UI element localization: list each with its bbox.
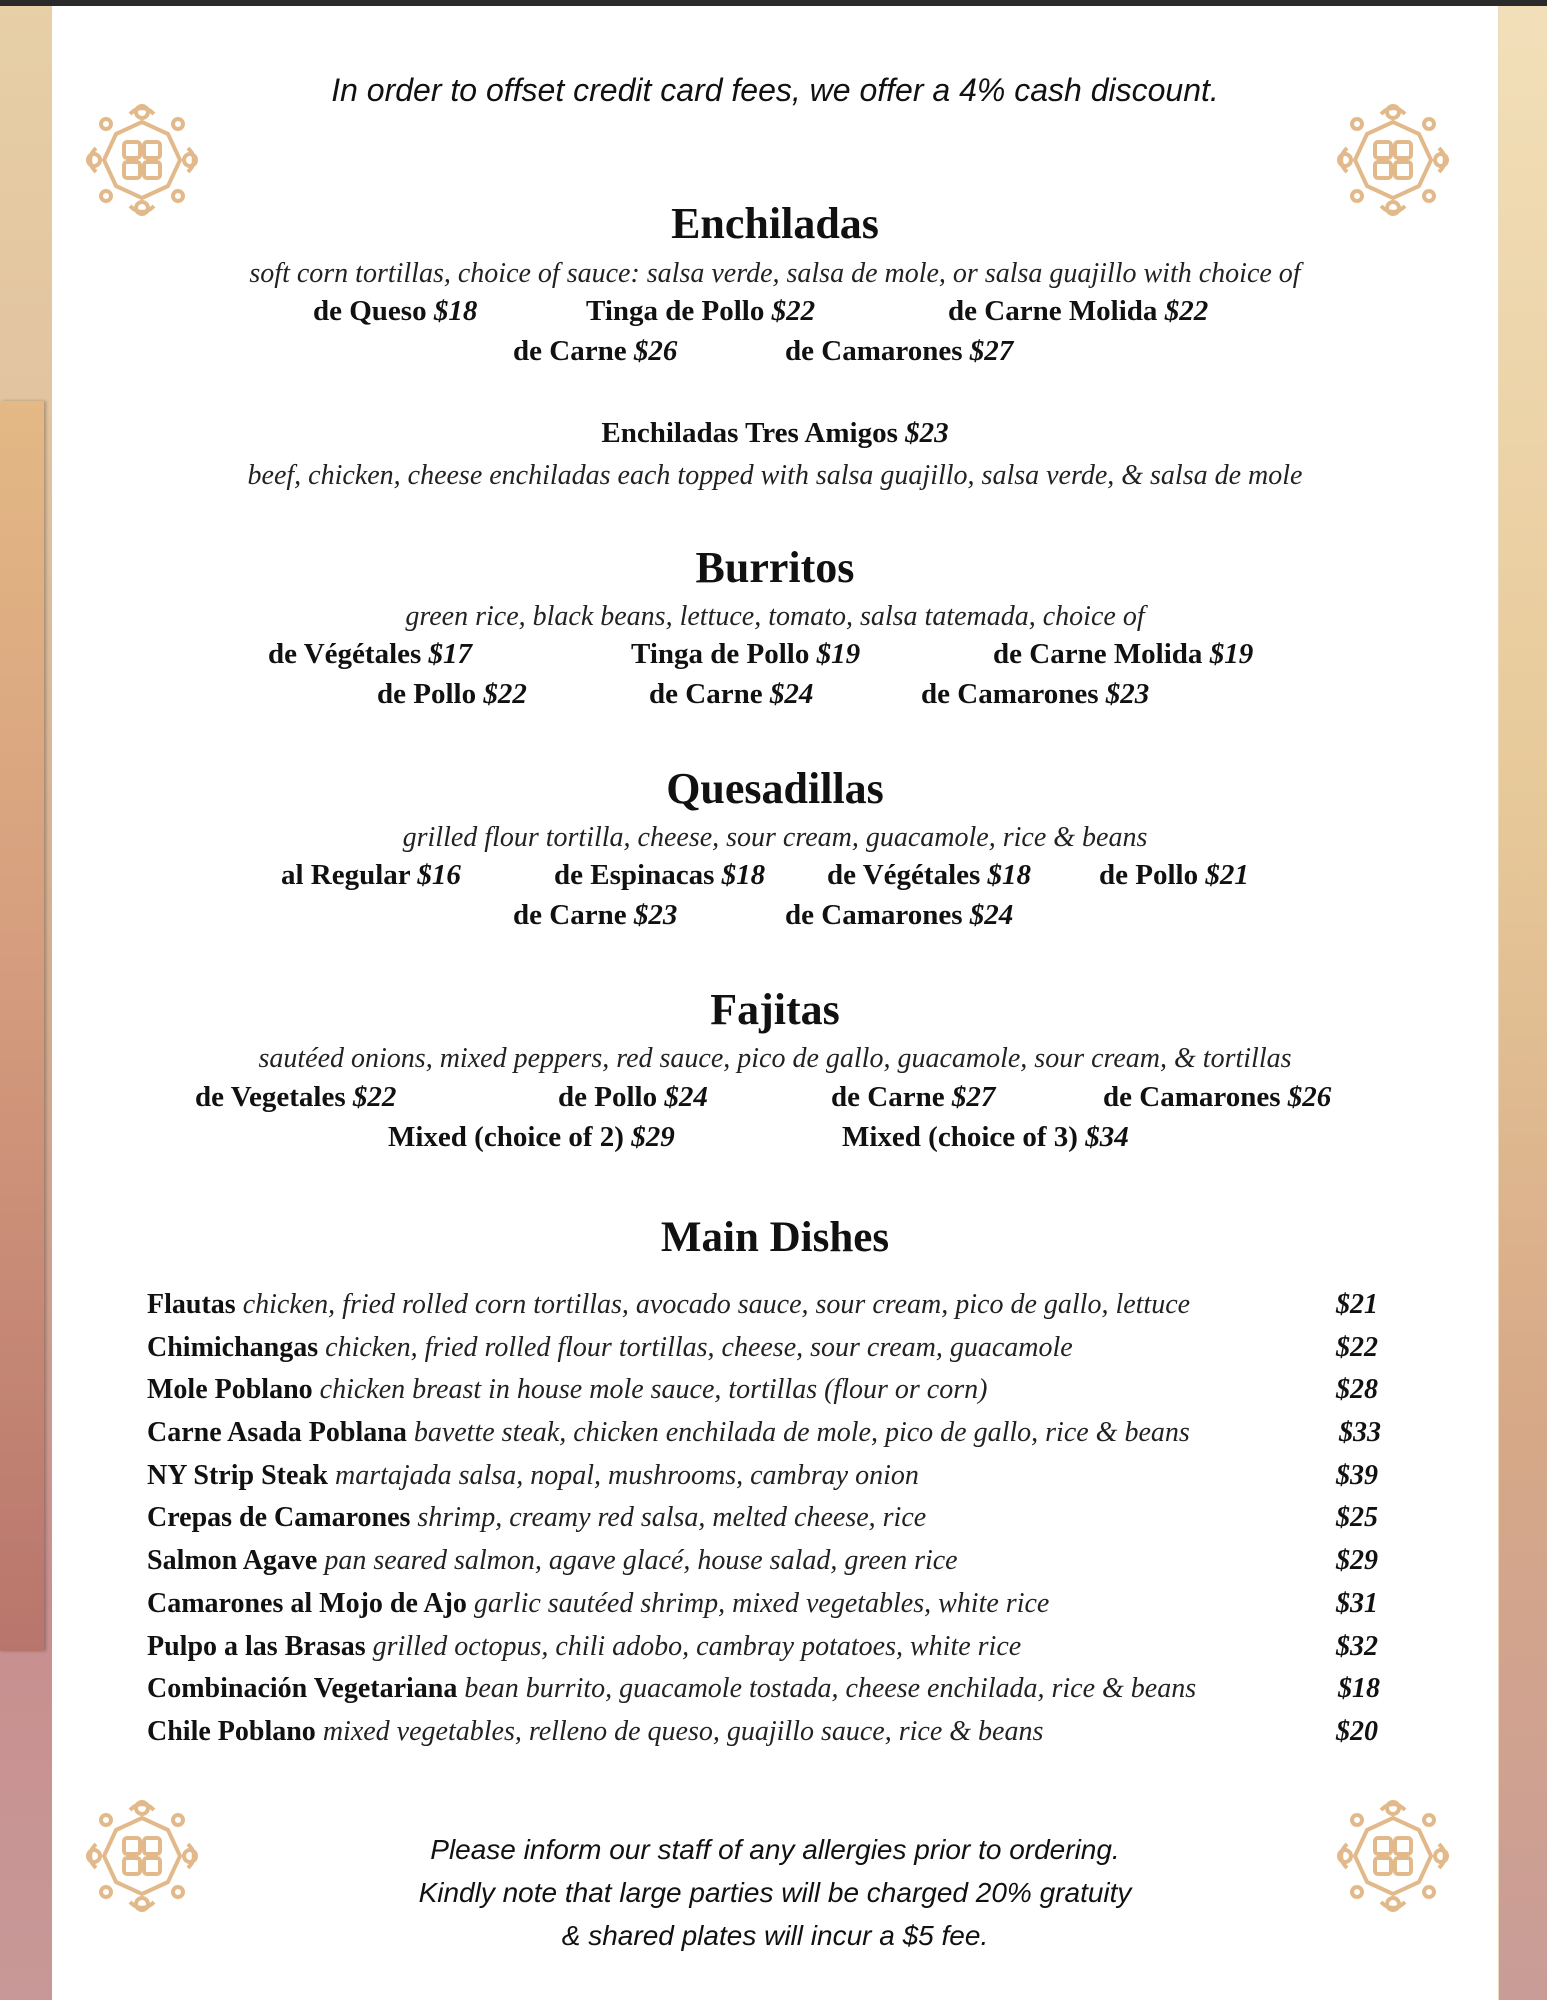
item-name: Tinga de Pollo bbox=[586, 295, 765, 327]
item-name: de Carne bbox=[513, 899, 627, 931]
dish-price: $18 bbox=[1338, 1673, 1380, 1705]
section-title-quesadillas: Quesadillas bbox=[666, 764, 884, 813]
item-price: $17 bbox=[428, 638, 473, 670]
item-name: de Camarones bbox=[921, 678, 1099, 710]
item-price: $24 bbox=[969, 899, 1014, 931]
dish-price: $33 bbox=[1339, 1417, 1381, 1449]
item-price: $16 bbox=[417, 859, 461, 891]
enchiladas-description: soft corn tortillas, choice of sauce: salsa verde, salsa de mole, or salsa guajillo with choice of bbox=[249, 258, 1301, 289]
menu-item-burritos bbox=[649, 678, 813, 711]
menu-item-enchiladas bbox=[586, 295, 815, 328]
right-decorative-border bbox=[1497, 6, 1547, 2000]
item-price: $22 bbox=[352, 1081, 397, 1113]
item-price: $24 bbox=[664, 1081, 708, 1113]
dish-description: chicken, fried rolled flour tortillas, cheese, sour cream, guacamole bbox=[325, 1331, 1073, 1363]
item-name: de Pollo bbox=[558, 1081, 658, 1113]
dish-name: Carne Asada Poblana bbox=[147, 1417, 407, 1449]
item-name: de Carne bbox=[513, 335, 627, 367]
allergy-gratuity-notice bbox=[52, 1828, 1498, 1957]
dish-description: chicken breast in house mole sauce, tortillas (flour or corn) bbox=[319, 1374, 988, 1406]
dish-price: $31 bbox=[1336, 1587, 1378, 1619]
menu-item-burritos bbox=[377, 678, 527, 711]
section-title-burritos: Burritos bbox=[695, 543, 855, 592]
dish-price: $25 bbox=[1336, 1502, 1378, 1534]
dish-price: $20 bbox=[1336, 1715, 1378, 1747]
menu-item-quesadillas bbox=[554, 859, 765, 892]
menu-item-burritos bbox=[268, 638, 472, 671]
menu-item-quesadillas bbox=[827, 859, 1031, 892]
dish-price: $28 bbox=[1336, 1374, 1378, 1406]
item-price: $26 bbox=[633, 335, 678, 367]
item-name: de Queso bbox=[313, 295, 427, 327]
item-name: de Camarones bbox=[1103, 1081, 1281, 1113]
item-price: $19 bbox=[816, 638, 861, 670]
dish-name: NY Strip Steak bbox=[147, 1459, 328, 1491]
menu-item-quesadillas bbox=[1099, 859, 1249, 892]
dish-name: Chile Poblano bbox=[147, 1715, 316, 1747]
dish-price: $21 bbox=[1336, 1289, 1378, 1320]
dish-name: Chimichangas bbox=[147, 1331, 319, 1363]
menu-item-enchiladas bbox=[948, 295, 1208, 328]
menu-item-fajitas bbox=[1103, 1081, 1331, 1114]
item-price: $29 bbox=[631, 1121, 675, 1153]
menu-item-quesadillas bbox=[513, 899, 677, 932]
item-price: $27 bbox=[969, 335, 1014, 367]
dish-description: pan seared salmon, agave glacé, house salad, green rice bbox=[324, 1545, 958, 1577]
left-edge-tab bbox=[0, 401, 44, 1651]
item-price: $18 bbox=[987, 859, 1032, 891]
fajitas-description: sautéed onions, mixed peppers, red sauce, pico de gallo, guacamole, sour cream, & tortillas bbox=[258, 1043, 1292, 1074]
main-dish-row bbox=[147, 1588, 1447, 1631]
section-title-main-dishes: Main Dishes bbox=[660, 1214, 890, 1261]
dish-name: Pulpo a las Brasas bbox=[147, 1630, 366, 1662]
item-name: Tinga de Pollo bbox=[631, 638, 810, 670]
dish-price: $39 bbox=[1336, 1459, 1378, 1491]
item-price: $24 bbox=[769, 678, 814, 710]
dish-name: Crepas de Camarones bbox=[147, 1502, 411, 1534]
item-price: $23 bbox=[633, 899, 678, 931]
item-price: $27 bbox=[951, 1081, 996, 1113]
main-dish-row bbox=[147, 1417, 1447, 1460]
menu-item-fajitas bbox=[842, 1121, 1129, 1154]
section-title-fajitas: Fajitas bbox=[710, 985, 840, 1034]
item-name: de Carne bbox=[649, 678, 763, 710]
menu-item-enchiladas bbox=[513, 335, 677, 368]
item-name: Mixed (choice of 3) bbox=[842, 1121, 1078, 1153]
item-name: al Regular bbox=[281, 859, 411, 891]
main-dish-row bbox=[147, 1545, 1447, 1588]
menu-item-enchiladas bbox=[313, 295, 477, 328]
menu-item-fajitas bbox=[558, 1081, 708, 1114]
dish-description: chicken, fried rolled corn tortillas, avocado sauce, sour cream, pico de gallo, lettuce bbox=[242, 1289, 1191, 1320]
menu-item-fajitas bbox=[195, 1081, 396, 1114]
item-name: de Carne Molida bbox=[948, 295, 1158, 327]
main-dish-row bbox=[147, 1502, 1447, 1545]
item-name: de Vegetales bbox=[195, 1081, 346, 1113]
main-dish-row bbox=[147, 1374, 1447, 1417]
enchiladas-tres-amigos bbox=[52, 417, 1498, 450]
menu-item-quesadillas bbox=[281, 859, 461, 892]
main-dish-row bbox=[147, 1716, 1447, 1759]
left-decorative-border bbox=[0, 6, 52, 2000]
menu-item-quesadillas bbox=[785, 899, 1013, 932]
section-title-enchiladas: Enchiladas bbox=[671, 199, 879, 248]
main-dish-row bbox=[147, 1673, 1447, 1716]
item-name: de Végétales bbox=[268, 638, 422, 670]
menu-item-burritos bbox=[631, 638, 860, 671]
item-name: de Espinacas bbox=[554, 859, 715, 891]
dish-name: Combinación Vegetariana bbox=[147, 1673, 458, 1705]
dish-name: Salmon Agave bbox=[147, 1545, 318, 1577]
item-price: $22 bbox=[771, 295, 816, 327]
dish-description: mixed vegetables, relleno de queso, guajillo sauce, rice & beans bbox=[322, 1715, 1044, 1747]
item-name: Mixed (choice of 2) bbox=[388, 1121, 624, 1153]
item-price: $19 bbox=[1209, 638, 1254, 670]
dish-description: bavette steak, chicken enchilada de mole, pico de gallo, rice & beans bbox=[413, 1417, 1190, 1449]
item-price: $34 bbox=[1085, 1121, 1129, 1153]
menu-page bbox=[52, 6, 1498, 2000]
item-price: $26 bbox=[1287, 1081, 1332, 1113]
dish-description: bean burrito, guacamole tostada, cheese enchilada, rice & beans bbox=[464, 1673, 1197, 1705]
notice-line: Kindly note that large parties will be charged 20% gratuity bbox=[418, 1877, 1132, 1908]
menu-item-enchiladas bbox=[785, 335, 1013, 368]
item-price: $22 bbox=[1164, 295, 1209, 327]
dish-description: grilled octopus, chili adobo, cambray potatoes, white rice bbox=[372, 1630, 1022, 1662]
menu-item-burritos bbox=[921, 678, 1149, 711]
main-dish-row bbox=[147, 1460, 1447, 1503]
menu-item-fajitas bbox=[831, 1081, 995, 1114]
item-price: $22 bbox=[483, 678, 527, 710]
notice-line: Please inform our staff of any allergies prior to ordering. bbox=[430, 1834, 1120, 1865]
item-price: $23 bbox=[1105, 678, 1150, 710]
dish-description: shrimp, creamy red salsa, melted cheese, rice bbox=[417, 1502, 927, 1534]
item-name: de Carne bbox=[831, 1081, 945, 1113]
item-price: $21 bbox=[1205, 859, 1249, 891]
dish-name: Camarones al Mojo de Ajo bbox=[147, 1587, 467, 1619]
item-name: de Pollo bbox=[377, 678, 477, 710]
item-name: de Camarones bbox=[785, 335, 963, 367]
dish-price: $32 bbox=[1336, 1630, 1378, 1662]
dish-price: $22 bbox=[1336, 1331, 1378, 1363]
menu-item-fajitas bbox=[388, 1121, 675, 1154]
item-name: de Pollo bbox=[1099, 859, 1199, 891]
quesadillas-description: grilled flour tortilla, cheese, sour cream, guacamole, rice & beans bbox=[402, 822, 1148, 853]
item-name: Enchiladas Tres Amigos bbox=[601, 417, 898, 449]
dish-price: $29 bbox=[1336, 1545, 1378, 1577]
item-price: $23 bbox=[905, 417, 949, 449]
item-name: de Camarones bbox=[785, 899, 963, 931]
item-price: $18 bbox=[433, 295, 478, 327]
notice-line: & shared plates will incur a $5 fee. bbox=[561, 1920, 989, 1951]
menu-item-burritos bbox=[993, 638, 1253, 671]
main-dish-row bbox=[147, 1332, 1447, 1375]
main-dish-row bbox=[147, 1289, 1447, 1332]
burritos-description: green rice, black beans, lettuce, tomato, salsa tatemada, choice of bbox=[405, 601, 1145, 632]
dish-description: martajada salsa, nopal, mushrooms, cambray onion bbox=[334, 1459, 919, 1491]
main-dishes-list bbox=[147, 1289, 1447, 1759]
item-price: $18 bbox=[721, 859, 766, 891]
dish-name: Mole Poblano bbox=[147, 1374, 313, 1406]
cash-discount-notice: In order to offset credit card fees, we offer a 4% cash discount. bbox=[331, 72, 1219, 108]
tres-amigos-description: beef, chicken, cheese enchiladas each topped with salsa guajillo, salsa verde, & salsa de mole bbox=[247, 460, 1303, 491]
dish-description: garlic sautéed shrimp, mixed vegetables, white rice bbox=[473, 1587, 1050, 1619]
item-name: de Carne Molida bbox=[993, 638, 1203, 670]
item-name: de Végétales bbox=[827, 859, 981, 891]
main-dish-row bbox=[147, 1631, 1447, 1674]
dish-name: Flautas bbox=[147, 1289, 236, 1320]
